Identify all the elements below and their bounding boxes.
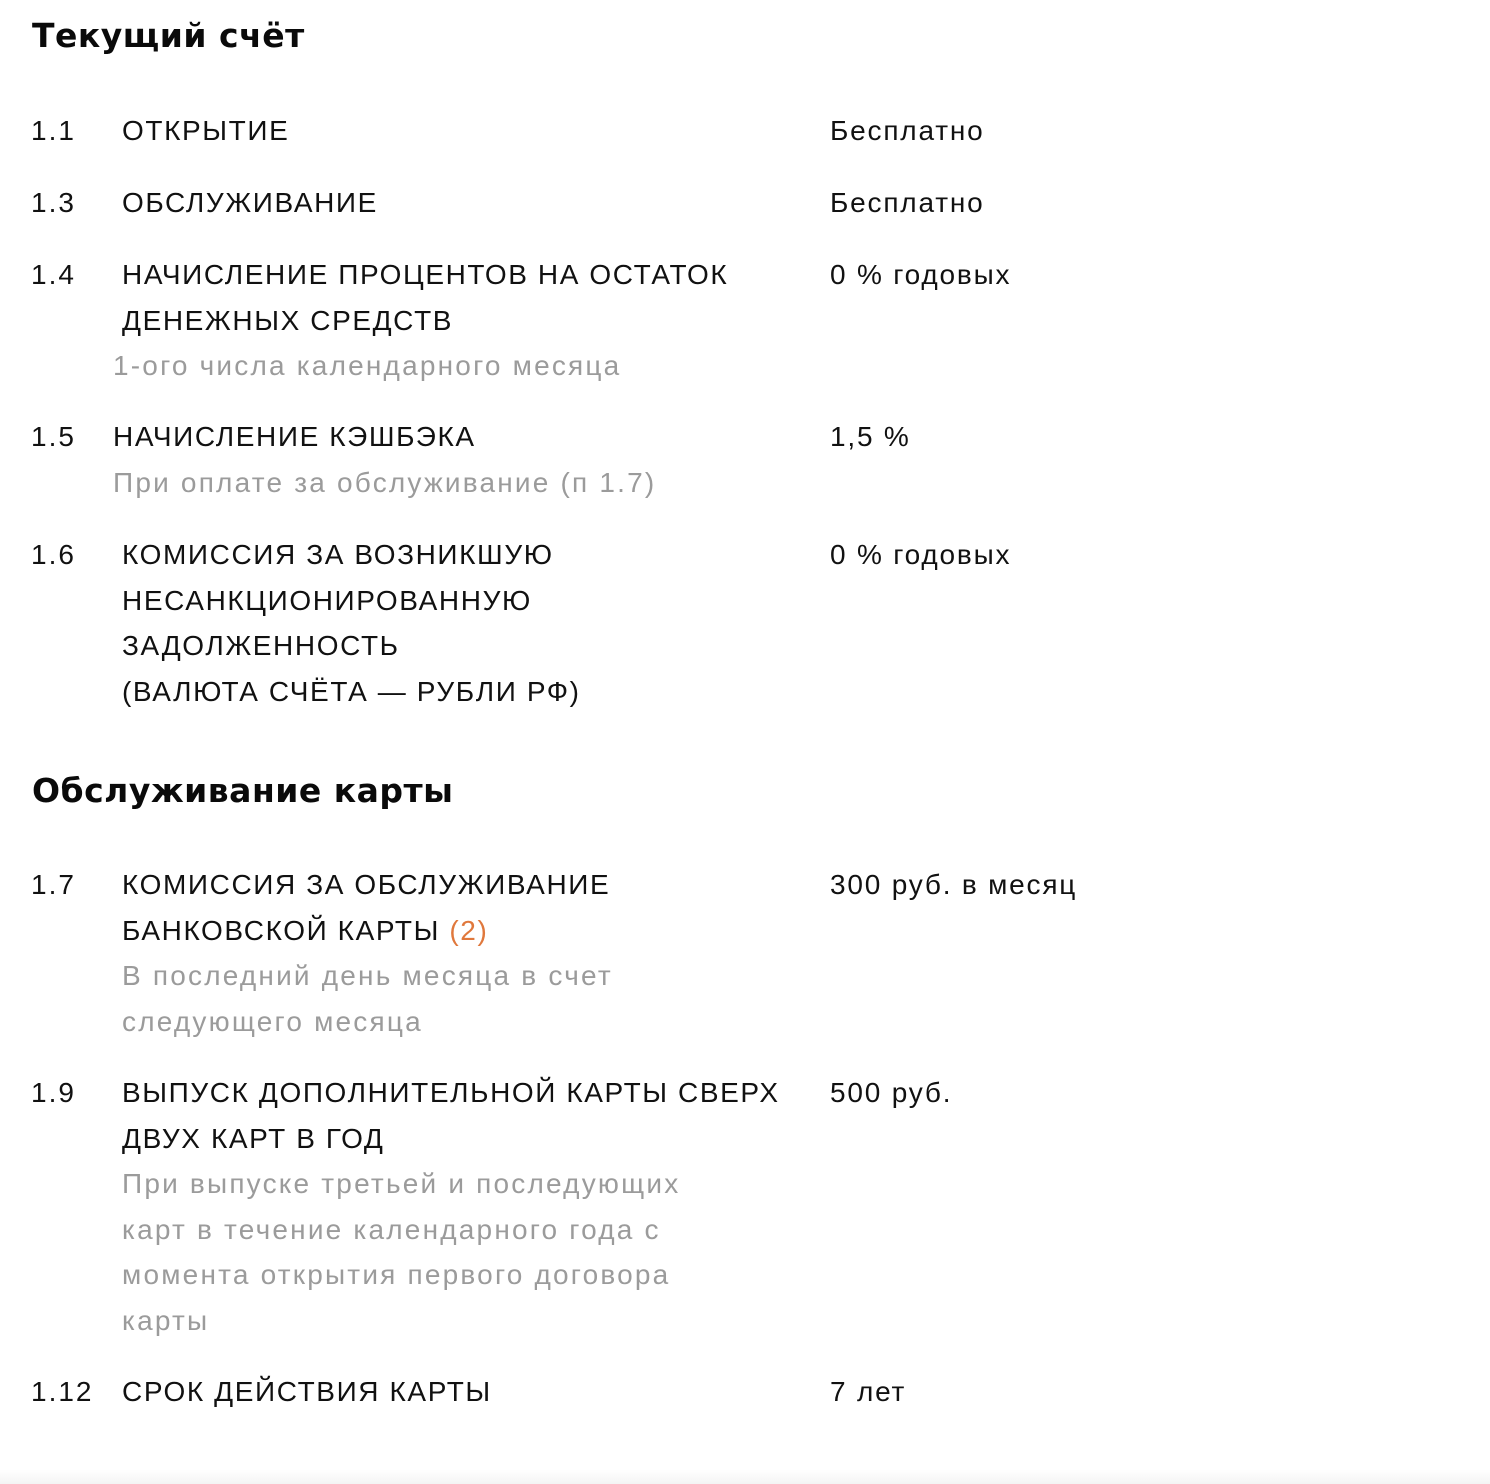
- row-value: 1,5 %: [830, 421, 911, 452]
- row-label-text: НАЧИСЛЕНИЕ ПРОЦЕНТОВ НА ОСТАТОК ДЕНЕЖНЫХ СРЕДСТВ: [122, 259, 729, 336]
- row-number: 1.12: [31, 1376, 94, 1407]
- row-number: 1.3: [31, 187, 76, 218]
- row-value: 0 % годовых: [830, 259, 1012, 290]
- row-note: 1-ого числа календарного месяца: [113, 350, 622, 381]
- row-label: [122, 180, 812, 226]
- page-bottom-edge: [0, 1470, 1490, 1484]
- row-number: 1.7: [31, 869, 76, 900]
- row-number: 1.9: [31, 1077, 76, 1108]
- row-label: [122, 108, 812, 154]
- row-label-text: СРОК ДЕЙСТВИЯ КАРТЫ: [122, 1376, 492, 1407]
- row-label: [122, 862, 812, 1044]
- row-label-text: ВЫПУСК ДОПОЛНИТЕЛЬНОЙ КАРТЫ СВЕРХ ДВУХ КАРТ В ГОД: [122, 1077, 780, 1154]
- row-value: 7 лет: [830, 1376, 907, 1407]
- row-value: Бесплатно: [830, 115, 985, 146]
- row-label: [122, 1369, 812, 1415]
- row-value: 500 руб.: [830, 1077, 953, 1108]
- row-note: В последний день месяца в счет следующего месяца: [122, 960, 613, 1037]
- row-label-text: ОТКРЫТИЕ: [122, 115, 290, 146]
- row-label: [113, 252, 812, 389]
- footnote-marker: (2): [449, 914, 489, 946]
- row-number: 1.5: [31, 421, 76, 452]
- row-label: [113, 414, 803, 505]
- section-title-card-service: Обслуживание карты: [32, 771, 454, 810]
- row-number: 1.4: [31, 259, 76, 290]
- row-label-text: КОМИССИЯ ЗА ОБСЛУЖИВАНИЕ БАНКОВСКОЙ КАРТЫ: [122, 869, 611, 946]
- row-label: [122, 532, 812, 714]
- row-value: Бесплатно: [830, 187, 985, 218]
- row-label: [122, 1070, 812, 1343]
- row-note: При оплате за обслуживание (п 1.7): [113, 466, 657, 498]
- row-label-text: КОМИССИЯ ЗА ВОЗНИКШУЮ НЕСАНКЦИОНИРОВАННУЮ ЗАДОЛЖЕННОСТЬ (ВАЛЮТА СЧЁТА — РУБЛИ РФ): [122, 539, 581, 707]
- row-note: При выпуске третьей и последующих карт в течение календарного года с момента открытия первого договора карты: [122, 1168, 681, 1336]
- row-number: 1.1: [31, 115, 76, 146]
- row-label-text: НАЧИСЛЕНИЕ КЭШБЭКА: [113, 421, 476, 452]
- row-number: 1.6: [31, 539, 76, 570]
- section-title-current-account: Текущий счёт: [32, 16, 305, 55]
- row-label-text: ОБСЛУЖИВАНИЕ: [122, 187, 378, 218]
- row-value: 0 % годовых: [830, 539, 1012, 570]
- row-value: 300 руб. в месяц: [830, 869, 1078, 900]
